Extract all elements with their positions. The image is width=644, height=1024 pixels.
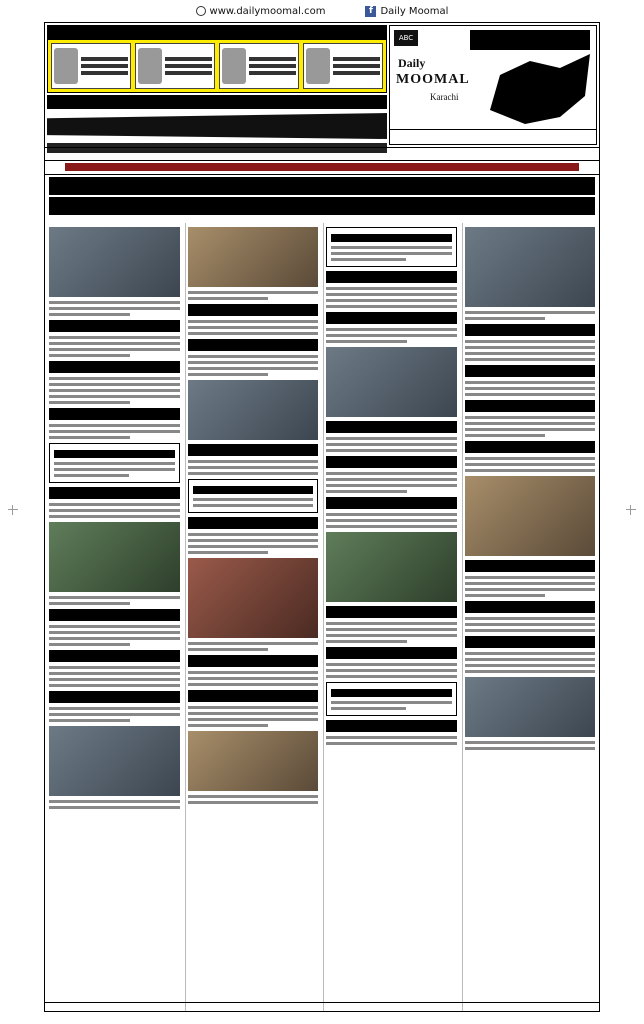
- article-headline: [465, 636, 596, 648]
- advert-strip: [47, 25, 387, 93]
- article-headline: [188, 517, 319, 529]
- article-headline: [465, 400, 596, 412]
- article-headline: [326, 312, 457, 324]
- news-photo: [326, 347, 457, 417]
- article-headline: [326, 456, 457, 468]
- website-text: www.dailymoomal.com: [209, 5, 326, 17]
- top-bar: [0, 0, 644, 22]
- article-headline: [326, 421, 457, 433]
- boxed-story: [326, 227, 457, 267]
- main-headline: [47, 111, 387, 141]
- logo-strip: [390, 129, 596, 144]
- article-headline: [49, 691, 180, 703]
- article-headline: [49, 650, 180, 662]
- logo-calligraphy: [490, 54, 590, 124]
- news-column: [47, 223, 182, 1011]
- article-headline: [188, 690, 319, 702]
- article-headline: [465, 441, 596, 453]
- news-photo: [49, 227, 180, 297]
- boxed-story: [326, 682, 457, 716]
- article-headline: [465, 365, 596, 377]
- news-column: [323, 223, 459, 1011]
- advert-box: [51, 43, 131, 89]
- news-photo: [465, 677, 596, 737]
- registration-mark-right: [626, 505, 636, 515]
- news-column: [462, 223, 598, 1011]
- article-headline: [326, 720, 457, 732]
- facebook-icon: f: [365, 6, 376, 17]
- article-headline: [49, 408, 180, 420]
- news-photo: [188, 380, 319, 440]
- abc-badge: ABC: [394, 30, 418, 46]
- article-headline: [465, 601, 596, 613]
- article-headline: [49, 487, 180, 499]
- globe-icon: [196, 6, 206, 16]
- article-headline: [326, 497, 457, 509]
- news-photo: [188, 227, 319, 287]
- article-headline: [465, 560, 596, 572]
- red-banner: [45, 160, 599, 175]
- footer-strip: [45, 1002, 599, 1011]
- article-headline: [326, 647, 457, 659]
- lead-headline: [45, 175, 599, 219]
- article-headline: [326, 606, 457, 618]
- article-headline: [188, 444, 319, 456]
- advert-box: [219, 43, 299, 89]
- advert-header: [48, 26, 386, 40]
- advert-box: [135, 43, 215, 89]
- logo-name: MOOMAL: [396, 72, 470, 87]
- logo-tagline: [470, 30, 590, 50]
- article-headline: [188, 339, 319, 351]
- news-photo: [465, 227, 596, 307]
- article-headline: [465, 324, 596, 336]
- news-photo: [49, 726, 180, 796]
- article-headline: [326, 271, 457, 283]
- boxed-story: [49, 443, 180, 483]
- newspaper-page: [44, 22, 600, 1012]
- article-headline: [188, 304, 319, 316]
- news-columns: [45, 223, 599, 1011]
- boxed-story: [188, 479, 319, 513]
- news-photo: [465, 476, 596, 556]
- news-photo: [188, 558, 319, 638]
- facebook-text: Daily Moomal: [380, 5, 449, 17]
- registration-mark-left: [8, 505, 18, 515]
- article-headline: [49, 609, 180, 621]
- article-headline: [188, 655, 319, 667]
- article-headline: [49, 361, 180, 373]
- news-photo: [188, 731, 319, 791]
- top-headline-banner: [47, 95, 387, 109]
- news-column: [185, 223, 321, 1011]
- article-headline: [49, 320, 180, 332]
- newspaper-logo: [389, 25, 597, 145]
- news-photo: [49, 522, 180, 592]
- logo-daily: Daily: [398, 56, 426, 70]
- advert-box: [303, 43, 383, 89]
- news-photo: [326, 532, 457, 602]
- facebook-link[interactable]: [365, 6, 448, 17]
- website-link[interactable]: [196, 6, 326, 17]
- logo-city: Karachi: [430, 92, 459, 102]
- dateline: [45, 147, 599, 161]
